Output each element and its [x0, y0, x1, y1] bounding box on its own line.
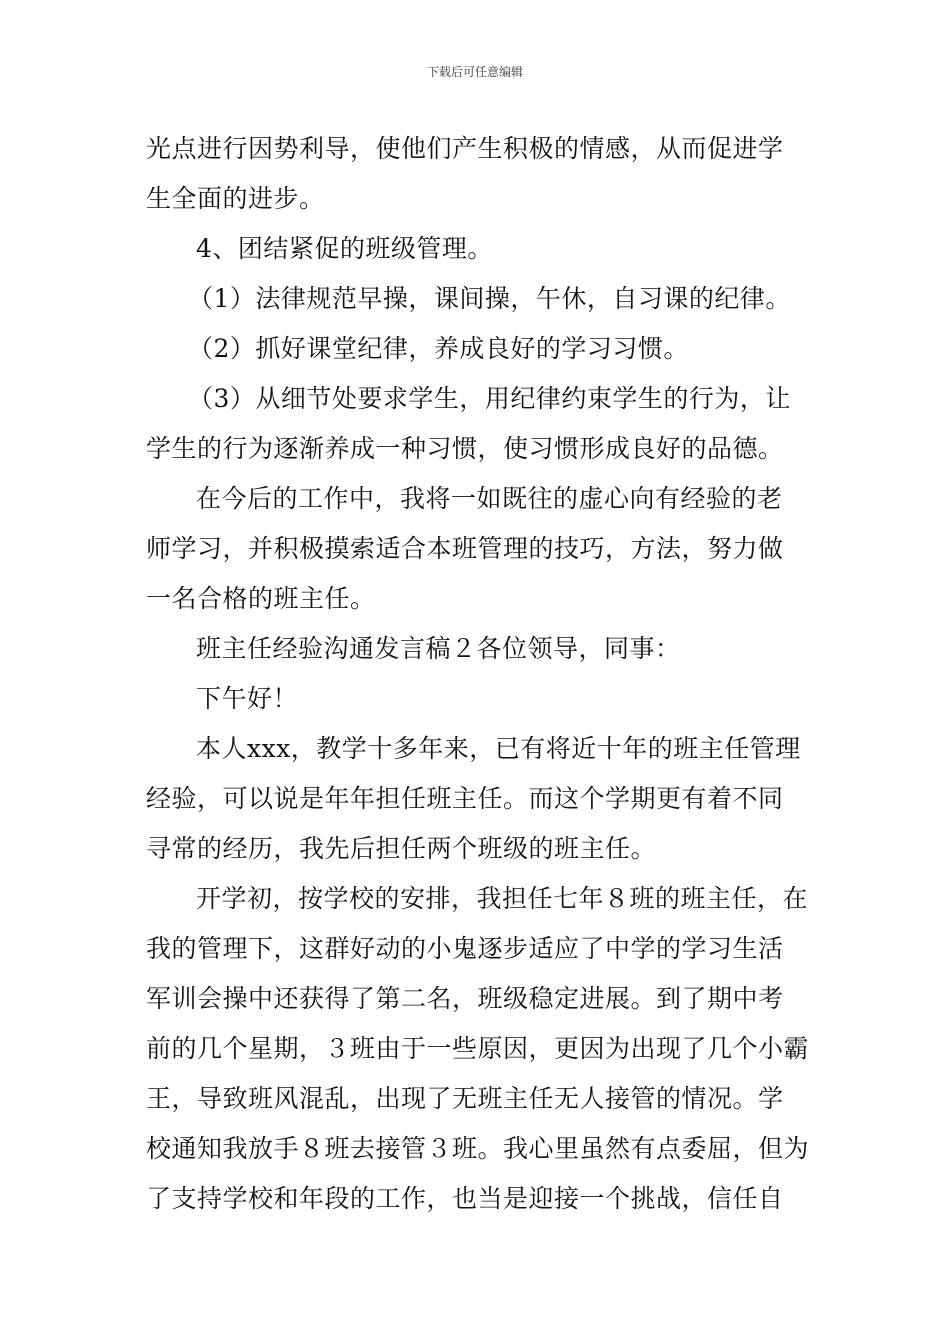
body-line: 王，导致班风混乱，出现了无班主任无人接管的情况。学: [146, 1084, 784, 1113]
body-line: 寻常的经历，我先后担任两个班级的班主任。: [146, 834, 657, 863]
body-line: 我的管理下，这群好动的小鬼逐步适应了中学的学习生活: [146, 934, 784, 963]
body-line: 一名合格的班主任。: [146, 584, 376, 613]
body-line: 光点进行因势利导，使他们产生积极的情感，从而促进学: [146, 134, 784, 163]
section-heading: 4、团结紧促的班级管理。: [196, 234, 493, 263]
body-line: 本人xxx，教学十多年来，已有将近十年的班主任管理: [196, 734, 801, 763]
body-line: 师学习，并积极摸索适合本班管理的技巧，方法，努力做: [146, 534, 784, 563]
page-header: 下载后可任意编辑: [426, 65, 523, 79]
body-line: 校通知我放手８班去接管３班。我心里虽然有点委屈，但为: [146, 1134, 810, 1163]
body-line: 经验，可以说是年年担任班主任。而这个学期更有着不同: [146, 784, 784, 813]
body-line: 前的几个星期，３班由于一些原因，更因为出现了几个小霸: [146, 1034, 810, 1063]
body-line: 在今后的工作中，我将一如既往的虚心向有经验的老: [196, 484, 783, 513]
body-line: 军训会操中还获得了第二名，班级稳定进展。到了期中考: [146, 984, 784, 1013]
body-line: 了支持学校和年段的工作，也当是迎接一个挑战，信任自: [146, 1184, 784, 1213]
greeting: 下午好！: [196, 684, 299, 713]
list-item: （2）抓好课堂纪律，养成良好的学习习惯。: [188, 334, 689, 363]
speech-title: 班主任经验沟通发言稿２各位领导，同事：: [196, 634, 681, 663]
body-line: 开学初，按学校的安排，我担任七年８班的班主任，在: [196, 884, 809, 913]
body-line: 学生的行为逐渐养成一种习惯，使习惯形成良好的品德。: [146, 434, 784, 463]
list-item: （3）从细节处要求学生，用纪律约束学生的行为，让: [188, 384, 791, 413]
body-line: 生全面的进步。: [146, 184, 325, 213]
list-item: （1）法律规范早操，课间操，午休，自习课的纪律。: [188, 284, 791, 313]
